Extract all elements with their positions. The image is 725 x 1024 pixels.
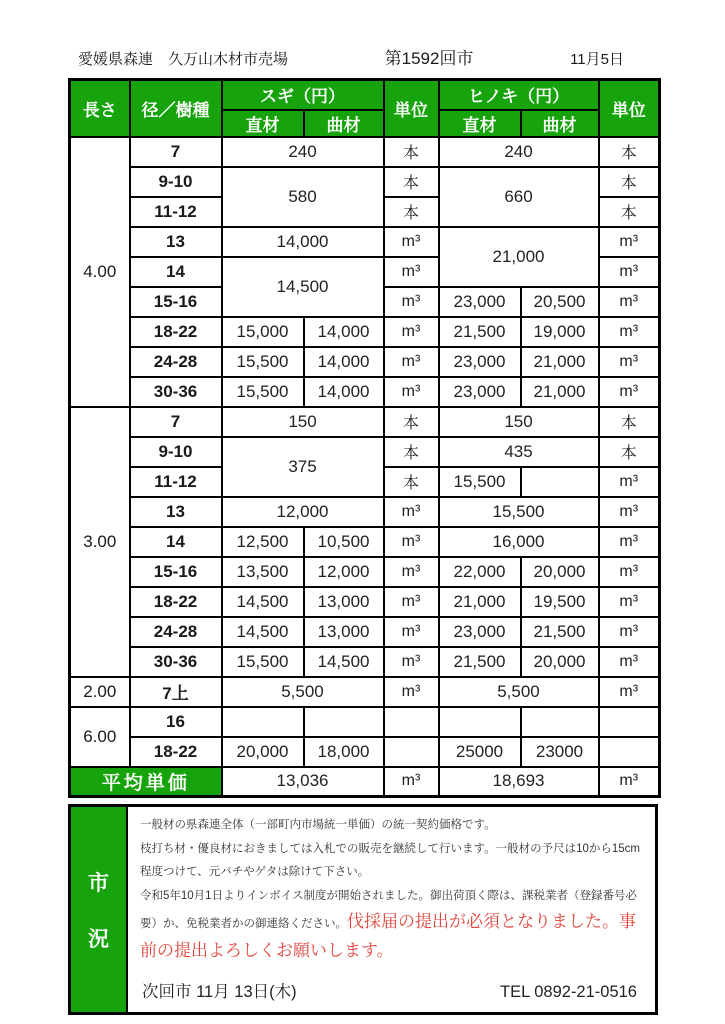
sugi-price-cell: 375 bbox=[222, 437, 384, 497]
diameter-cell: 7上 bbox=[130, 677, 222, 707]
unit-cell: 本 bbox=[384, 407, 439, 437]
table-row bbox=[70, 587, 660, 617]
hinoki-straight-price-cell: 21,500 bbox=[439, 647, 521, 677]
table-row bbox=[70, 347, 660, 377]
unit-cell: m³ bbox=[599, 467, 660, 497]
col-header-sugi-curved: 曲材 bbox=[304, 110, 384, 137]
unit-cell: m³ bbox=[599, 677, 660, 707]
table-row bbox=[70, 737, 660, 767]
unit-cell: 本 bbox=[599, 407, 660, 437]
unit-cell: m³ bbox=[384, 347, 439, 377]
sugi-price-cell: 150 bbox=[222, 407, 384, 437]
average-hinoki-price: 18,693 bbox=[439, 767, 599, 797]
unit-cell: m³ bbox=[384, 257, 439, 287]
sugi-price-cell: 240 bbox=[222, 137, 384, 167]
hinoki-straight-price-cell: 23,000 bbox=[439, 377, 521, 407]
unit-cell bbox=[384, 707, 439, 737]
diameter-cell: 30-36 bbox=[130, 377, 222, 407]
unit-cell: m³ bbox=[599, 347, 660, 377]
unit-cell: m³ bbox=[384, 557, 439, 587]
hinoki-curved-price-cell: 21,500 bbox=[521, 617, 599, 647]
unit-cell bbox=[599, 707, 660, 737]
sugi-price-cell: 14,000 bbox=[222, 227, 384, 257]
hinoki-curved-price-cell: 20,000 bbox=[521, 557, 599, 587]
table-row bbox=[70, 377, 660, 407]
sugi-straight-price-cell: 15,500 bbox=[222, 647, 304, 677]
unit-cell: m³ bbox=[384, 677, 439, 707]
hinoki-curved-price-cell: 19,000 bbox=[521, 317, 599, 347]
market-note: 一般材の県森連全体（一部町内市場統一単価）の統一契約価格です。 bbox=[140, 819, 496, 831]
sugi-price-cell: 580 bbox=[222, 167, 384, 227]
table-row bbox=[70, 557, 660, 587]
market-conditions-box bbox=[68, 804, 658, 1015]
hinoki-price-cell: 150 bbox=[439, 407, 599, 437]
hinoki-straight-price-cell: 23,000 bbox=[439, 617, 521, 647]
diameter-cell: 7 bbox=[130, 407, 222, 437]
unit-cell: m³ bbox=[599, 257, 660, 287]
diameter-cell: 9-10 bbox=[130, 167, 222, 197]
table-row bbox=[70, 497, 660, 527]
sugi-curved-price-cell bbox=[304, 707, 384, 737]
col-header-hinoki-curved: 曲材 bbox=[521, 110, 599, 137]
hinoki-curved-price-cell: 23000 bbox=[521, 737, 599, 767]
unit-cell: 本 bbox=[384, 437, 439, 467]
hinoki-curved-price-cell: 21,000 bbox=[521, 347, 599, 377]
hinoki-curved-price-cell: 20,500 bbox=[521, 287, 599, 317]
unit-cell bbox=[599, 737, 660, 767]
sugi-straight-price-cell: 15,500 bbox=[222, 347, 304, 377]
table-row bbox=[70, 137, 660, 167]
average-label: 平均単価 bbox=[70, 767, 222, 797]
hinoki-price-cell: 5,500 bbox=[439, 677, 599, 707]
unit-cell: m³ bbox=[384, 497, 439, 527]
sugi-straight-price-cell bbox=[222, 707, 304, 737]
header-row-1 bbox=[70, 80, 660, 110]
sugi-curved-price-cell: 13,000 bbox=[304, 587, 384, 617]
length-cell: 3.00 bbox=[70, 407, 130, 677]
unit-cell: m³ bbox=[384, 317, 439, 347]
col-header-length: 長さ bbox=[70, 80, 130, 137]
sugi-curved-price-cell: 14,000 bbox=[304, 317, 384, 347]
sugi-price-cell: 5,500 bbox=[222, 677, 384, 707]
table-row bbox=[70, 437, 660, 467]
unit-cell: 本 bbox=[599, 437, 660, 467]
sugi-price-cell: 12,000 bbox=[222, 497, 384, 527]
hinoki-price-cell: 15,500 bbox=[439, 497, 599, 527]
next-market-date: 次回市 11月 13日(木) bbox=[142, 983, 297, 1002]
auction-date: 11月5日 bbox=[570, 51, 624, 68]
unit-cell: m³ bbox=[599, 377, 660, 407]
unit-cell: m³ bbox=[384, 377, 439, 407]
average-row bbox=[70, 767, 660, 797]
sugi-curved-price-cell: 13,000 bbox=[304, 617, 384, 647]
table-row bbox=[70, 527, 660, 557]
unit-cell: m³ bbox=[599, 497, 660, 527]
footer-line bbox=[140, 978, 647, 1004]
unit-cell: 本 bbox=[599, 137, 660, 167]
diameter-cell: 15-16 bbox=[130, 287, 222, 317]
unit-cell: m³ bbox=[384, 287, 439, 317]
table-row bbox=[70, 317, 660, 347]
hinoki-price-cell: 240 bbox=[439, 137, 599, 167]
diameter-cell: 18-22 bbox=[130, 587, 222, 617]
diameter-cell: 18-22 bbox=[130, 317, 222, 347]
hinoki-curved-price-cell: 20,000 bbox=[521, 647, 599, 677]
diameter-cell: 13 bbox=[130, 227, 222, 257]
diameter-cell: 13 bbox=[130, 497, 222, 527]
table-row bbox=[70, 167, 660, 197]
unit-cell: 本 bbox=[384, 137, 439, 167]
unit-cell: 本 bbox=[384, 197, 439, 227]
sugi-straight-price-cell: 12,500 bbox=[222, 527, 304, 557]
market-conditions-content bbox=[128, 807, 655, 1012]
col-header-sugi: スギ（円） bbox=[222, 80, 384, 110]
market-conditions-label bbox=[71, 807, 128, 1012]
hinoki-price-cell: 435 bbox=[439, 437, 599, 467]
market-note: 枝打ち材・優良材におきましては入札での販売を継続して行います。一般材の予尺は10から15cm程度つけて、元バチやゲタは除けて下さい。 bbox=[140, 842, 640, 879]
unit-cell: 本 bbox=[599, 167, 660, 197]
unit-cell: m³ bbox=[599, 527, 660, 557]
unit-cell: m³ bbox=[599, 587, 660, 617]
market-name: 愛媛県森連 久万山木材市売場 bbox=[78, 51, 289, 68]
sugi-straight-price-cell: 14,500 bbox=[222, 587, 304, 617]
sugi-straight-price-cell: 14,500 bbox=[222, 617, 304, 647]
table-row bbox=[70, 407, 660, 437]
sugi-straight-price-cell: 15,000 bbox=[222, 317, 304, 347]
table-row bbox=[70, 647, 660, 677]
col-header-hinoki-straight: 直材 bbox=[439, 110, 521, 137]
diameter-cell: 7 bbox=[130, 137, 222, 167]
unit-cell: m³ bbox=[384, 227, 439, 257]
table-row bbox=[70, 677, 660, 707]
hinoki-straight-price-cell: 21,500 bbox=[439, 317, 521, 347]
hinoki-price-cell: 21,000 bbox=[439, 227, 599, 287]
diameter-cell: 14 bbox=[130, 527, 222, 557]
diameter-cell: 15-16 bbox=[130, 557, 222, 587]
hinoki-curved-price-cell: 19,500 bbox=[521, 587, 599, 617]
market-note bbox=[140, 885, 647, 966]
unit-cell: m³ bbox=[384, 527, 439, 557]
hinoki-straight-price-cell bbox=[439, 707, 521, 737]
diameter-cell: 18-22 bbox=[130, 737, 222, 767]
document-header bbox=[68, 44, 658, 69]
diameter-cell: 9-10 bbox=[130, 437, 222, 467]
hinoki-straight-price-cell: 15,500 bbox=[439, 467, 521, 497]
hinoki-straight-price-cell: 23,000 bbox=[439, 347, 521, 377]
length-cell: 4.00 bbox=[70, 137, 130, 407]
unit-cell: m³ bbox=[599, 227, 660, 257]
diameter-cell: 24-28 bbox=[130, 617, 222, 647]
hinoki-straight-price-cell: 25000 bbox=[439, 737, 521, 767]
unit-cell: m³ bbox=[384, 617, 439, 647]
average-sugi-price: 13,036 bbox=[222, 767, 384, 797]
unit-cell: m³ bbox=[599, 647, 660, 677]
sugi-curved-price-cell: 12,000 bbox=[304, 557, 384, 587]
diameter-cell: 24-28 bbox=[130, 347, 222, 377]
table-row bbox=[70, 227, 660, 257]
hinoki-straight-price-cell: 22,000 bbox=[439, 557, 521, 587]
unit-cell: m³ bbox=[599, 617, 660, 647]
hinoki-straight-price-cell: 23,000 bbox=[439, 287, 521, 317]
diameter-cell: 11-12 bbox=[130, 197, 222, 227]
market-note-text: 令和5年10月1日よりインボイス制度が開始されました。御出荷頂く際は、課税業者（登録番号必要）か、免税業者かの御連絡ください。 bbox=[140, 889, 637, 931]
col-header-hinoki: ヒノキ（円） bbox=[439, 80, 599, 110]
auction-number: 第1592回市 bbox=[384, 49, 474, 68]
hinoki-curved-price-cell: 21,000 bbox=[521, 377, 599, 407]
length-cell: 6.00 bbox=[70, 707, 130, 767]
hinoki-price-cell: 16,000 bbox=[439, 527, 599, 557]
unit-cell: m³ bbox=[599, 287, 660, 317]
unit-cell: 本 bbox=[384, 467, 439, 497]
sugi-straight-price-cell: 15,500 bbox=[222, 377, 304, 407]
diameter-cell: 14 bbox=[130, 257, 222, 287]
hinoki-price-cell: 660 bbox=[439, 167, 599, 227]
phone-number: TEL 0892-21-0516 bbox=[500, 983, 637, 1002]
col-header-unit-hinoki: 単位 bbox=[599, 80, 660, 137]
col-header-unit-sugi: 単位 bbox=[384, 80, 439, 137]
unit-cell: m³ bbox=[384, 767, 439, 797]
unit-cell: m³ bbox=[384, 587, 439, 617]
price-table bbox=[68, 78, 661, 798]
sugi-price-cell: 14,500 bbox=[222, 257, 384, 317]
unit-cell: m³ bbox=[599, 557, 660, 587]
sugi-curved-price-cell: 14,000 bbox=[304, 377, 384, 407]
unit-cell: m³ bbox=[599, 767, 660, 797]
red-notice: 伐採届の提出が必須となりました。事前の提出よろしくお願いします。 bbox=[140, 912, 636, 961]
diameter-cell: 30-36 bbox=[130, 647, 222, 677]
sugi-curved-price-cell: 18,000 bbox=[304, 737, 384, 767]
hinoki-curved-price-cell bbox=[521, 467, 599, 497]
diameter-cell: 11-12 bbox=[130, 467, 222, 497]
sugi-straight-price-cell: 20,000 bbox=[222, 737, 304, 767]
diameter-cell: 16 bbox=[130, 707, 222, 737]
sugi-straight-price-cell: 13,500 bbox=[222, 557, 304, 587]
unit-cell bbox=[384, 737, 439, 767]
sugi-curved-price-cell: 10,500 bbox=[304, 527, 384, 557]
hinoki-curved-price-cell bbox=[521, 707, 599, 737]
market-label-char: 市 bbox=[88, 871, 109, 895]
unit-cell: m³ bbox=[384, 647, 439, 677]
unit-cell: 本 bbox=[384, 167, 439, 197]
table-row bbox=[70, 707, 660, 737]
length-cell: 2.00 bbox=[70, 677, 130, 707]
market-label-char: 況 bbox=[88, 927, 109, 951]
sugi-curved-price-cell: 14,000 bbox=[304, 347, 384, 377]
col-header-sugi-straight: 直材 bbox=[222, 110, 304, 137]
table-row bbox=[70, 617, 660, 647]
hinoki-straight-price-cell: 21,000 bbox=[439, 587, 521, 617]
unit-cell: m³ bbox=[599, 317, 660, 347]
unit-cell: 本 bbox=[599, 197, 660, 227]
col-header-diameter: 径／樹種 bbox=[130, 80, 222, 137]
sugi-curved-price-cell: 14,500 bbox=[304, 647, 384, 677]
